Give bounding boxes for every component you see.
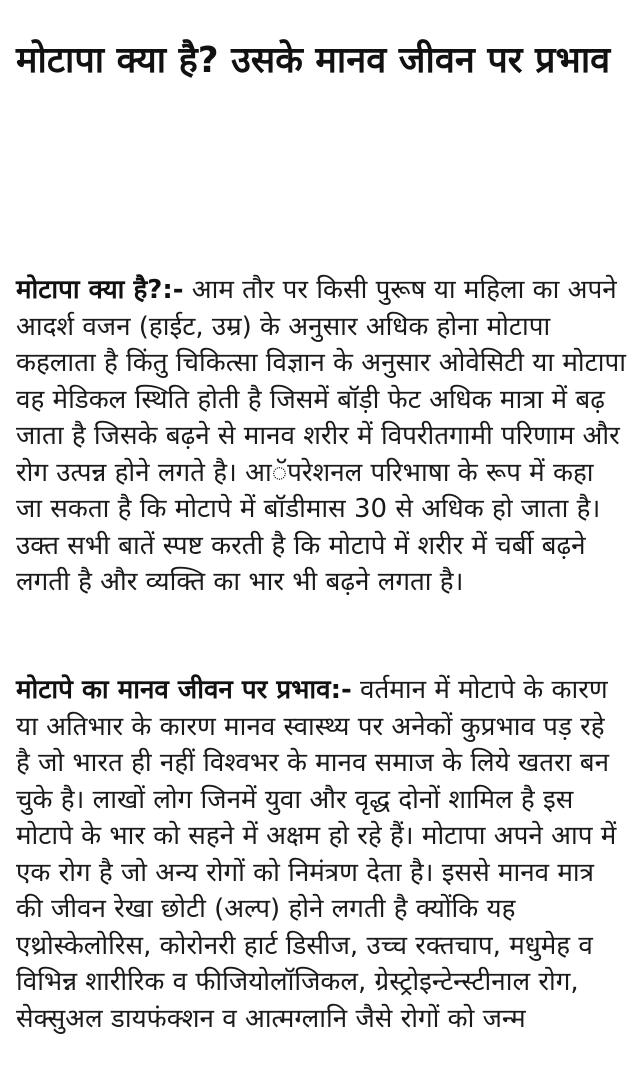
paragraph-effects-on-life [16,672,626,1037]
paragraph-what-is-obesity [16,272,626,601]
paragraph-text: वर्तमान में मोटापे के कारण या अतिभार के कारण मानव स्वास्थ्य पर अनेकों कुप्रभाव पड़ रहे है जो भारत ही नहीं विश्वभर के मानव समाज के लिये खतरा बन चुके है। लाखों लोग जिनमें युवा और वृद्ध दोनों शामिल है इस मोटापे के भार को सहने में अक्षम हो रहे हैं। मोटापा अपने आप में एक रोग है जो अन्य रोगों को निमंत्रण देता है। इससे मानव मात्र की जीवन रेखा छोटी (अल्प) होने लगती है क्योंकि यह एथ्रोस्केलोरिस, कोरोनरी हार्ट डिसीज, उच्च रक्तचाप, मधुमेह व विभिन्न शारीरिक व फीजियोलॉजिकल, ग्रेस्ट्रोइन्टेन्स्टीनाल रोग, सेक्सुअल डायफंक्शन व आत्मग्लानि जैसे रोगों को जन्म [16,675,617,1034]
article-title: मोटापा क्या है? उसके मानव जीवन पर प्रभाव [16,40,611,81]
paragraph-heading: मोटापा क्या है?:- [16,275,184,305]
paragraph-text: आम तौर पर किसी पुरूष या महिला का अपने आदर्श वजन (हाईट, उम्र) के अनुसार अधिक होना मोटापा कहलाता है किंतु चिकित्सा विज्ञान के अनुसार ओवेसिटी या मोटापा वह मेडिकल स्थिति होती है जिसमें बॉड़ी फेट अधिक मात्रा में बढ़ जाता है जिसके बढ़ने से मानव शरीर में विपरीतगामी परिणाम और रोग उत्पन्न होने लगते है। आॅपरेशनल परिभाषा के रूप में कहा जा सकता है कि मोटापे में बॉडीमास 30 से अधिक हो जाता है। उक्त सभी बातें स्पष्ट करती है कि मोटापे में शरीर में चर्बी बढ़ने लगती है और व्यक्ति का भार भी बढ़ने लगता है। [16,275,626,597]
paragraph-heading: मोटापे का मानव जीवन पर प्रभाव:- [16,675,352,705]
